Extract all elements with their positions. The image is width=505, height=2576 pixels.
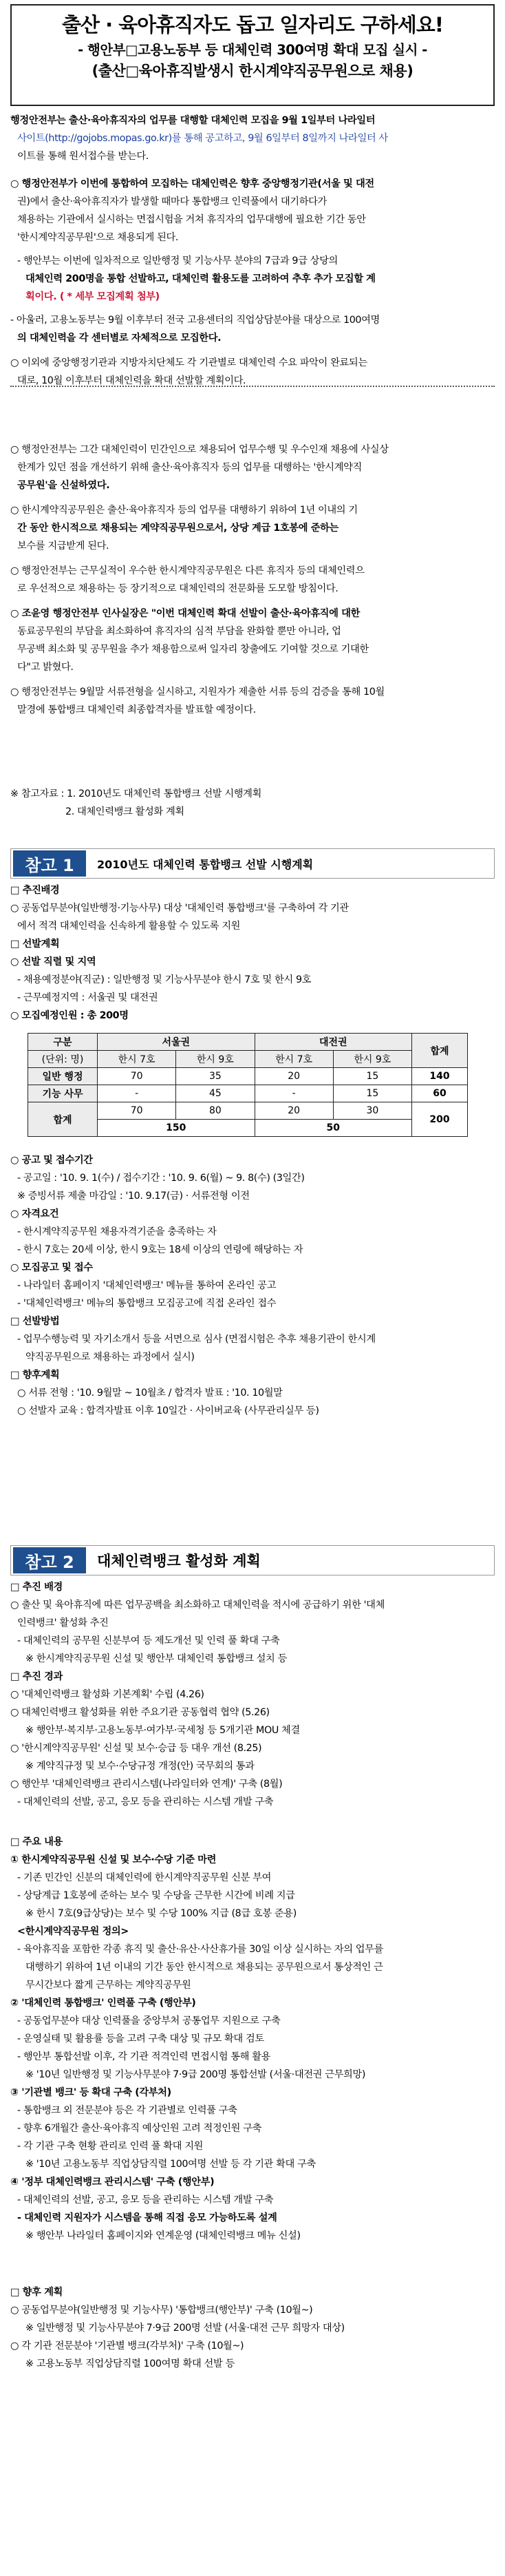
ref2-line: - 행안부 통합선발 이후, 각 기관 적격인력 면접시험 통해 활용 <box>17 2051 271 2062</box>
pool-cell: 60 <box>412 1085 468 1102</box>
ref2-line: ○ '한시계약직공무원' 신설 및 보수·승급 등 대우 개선 (8.25) <box>10 1743 262 1754</box>
ref2-line: ③ '기관별 뱅크' 등 확대 구축 (각부처) <box>10 2087 171 2098</box>
body-line: 공무원'을 신설하였다. <box>17 480 110 491</box>
ref1-line: ○ 선발자 교육 : 합격자발표 이후 10일간 · 사이버교육 (사무관리실무 등) <box>17 1405 319 1416</box>
reference-2-section-2 <box>10 1833 495 2245</box>
body-line: 다"고 밝혔다. <box>17 662 74 673</box>
pool-cell: 150 <box>98 1120 255 1137</box>
body-line: 로 우선적으로 채용하는 등 장기적으로 대체인력의 전문화를 도모할 방침이다. <box>17 583 339 594</box>
ref2-line: □ 추진 경과 <box>10 1671 63 1682</box>
ref2-line: ○ 공동업무분야(일반행정 및 기능사무) '통합뱅크(행안부)' 구축 (10월~) <box>10 2305 313 2316</box>
ref2-line: ※ 한시 7호(9급상당)는 보수 및 수당 100% 지급 (8급 호봉 준용) <box>25 1908 297 1919</box>
ref2-line: - 기존 민간인 신분의 대체인력에 한시계약직공무원 신분 부여 <box>17 1872 272 1883</box>
pool-cell: 30 <box>333 1102 411 1120</box>
pool-cell: 140 <box>412 1068 468 1085</box>
pool-cell: - <box>98 1085 176 1102</box>
pool-row-label: 일반 행정 <box>28 1068 98 1085</box>
reference-2-chip: 참고 2 <box>13 1547 86 1573</box>
intro-line: 대로, 10월 이후부터 대체인력을 확대 선발할 계획이다. <box>17 375 246 386</box>
reference-1-section <box>10 881 495 1025</box>
intro-line: 권)에서 출산·육아휴직자가 발생할 때마다 통합뱅크 인력풀에서 대기하다가 <box>17 196 327 207</box>
ref1-line: - 한시 7호는 20세 이상, 한시 9호는 18세 이상의 연령에 해당하는 자 <box>17 1244 303 1255</box>
reference-1-section-2 <box>10 1151 495 1420</box>
intro-section <box>10 112 495 390</box>
ref2-line: - 공동업무분야 대상 인력풀을 중앙부처 공통업무 지원으로 구축 <box>17 2015 281 2027</box>
pool-header-grade9: 한시 9호 <box>176 1051 255 1068</box>
intro-line: ○ 행정안전부가 이번에 통합하여 모집하는 대체인력은 향후 중앙행정기관(서울 및 대전 <box>10 178 374 189</box>
ref1-line: ○ 선발 직렬 및 지역 <box>10 956 96 967</box>
ref1-line: ○ 공동업무분야(일반행정·기능사무) 대상 '대체인력 통합뱅크'를 구축하여 각 기관 <box>10 903 349 914</box>
ref1-line: □ 추진배경 <box>10 885 60 896</box>
ref2-line: - 운영실태 및 활용률 등을 고려 구축 대상 및 규모 확대 검토 <box>17 2033 264 2044</box>
attachments-section <box>10 785 495 821</box>
reference-2-section-3 <box>10 2283 495 2373</box>
ref1-line: - 한시계약직공무원 채용자격기준을 충족하는 자 <box>17 1226 217 1237</box>
intro-line: 획이다. ( * 세부 모집계획 첨부) <box>25 291 160 302</box>
ref2-line: - 대체인력의 선발, 공고, 응모 등을 관리하는 시스템 개발 구축 <box>17 2195 274 2206</box>
pool-cell: 45 <box>176 1085 255 1102</box>
body-line: 동료공무원의 부담을 최소화하여 휴직자의 심적 부담을 완화할 뿐만 아니라, 업 <box>17 626 341 637</box>
reference-2-header <box>10 1545 495 1575</box>
ref2-line: ① 한시계약직공무원 신설 및 보수·수당 기준 마련 <box>10 1854 217 1865</box>
reference-2-title: 대체인력뱅크 활성화 계획 <box>97 1553 261 1569</box>
ref2-line: ※ 행안부 나라일터 홈페이지와 연계운영 (대체인력뱅크 메뉴 신설) <box>25 2230 301 2241</box>
ref1-line: - 나라일터 홈페이지 '대체인력뱅크' 메뉴를 통하여 온라인 공고 <box>17 1280 277 1291</box>
ref1-line: ○ 서류 전형 : '10. 9월말 ~ 10월초 / 합격자 발표 : '10. 10월말 <box>17 1388 283 1399</box>
ref1-line: ○ 자격요건 <box>10 1208 59 1219</box>
ref1-line: ※ 증빙서류 제출 마감일 : '10. 9.17(금) · 서류전형 이전 <box>17 1191 250 1202</box>
ref2-line: - 각 기관 구축 현황 관리로 인력 풀 확대 지원 <box>17 2141 204 2152</box>
pool-cell: 70 <box>98 1068 176 1085</box>
section-divider <box>10 386 495 387</box>
intro-line: 이트를 통해 원서접수를 받는다. <box>17 151 149 162</box>
ref2-line: ※ 계약직규정 및 보수·수당규정 개정(안) 국무회의 통과 <box>25 1761 255 1772</box>
ref1-line: - 채용예정분야(직군) : 일반행정 및 기능사무분야 한시 7호 및 한시 9호 <box>17 974 312 985</box>
intro-line: 대체인력 200명을 통합 선발하고, 대체인력 활용도를 고려하여 추후 추가 모집할 계 <box>25 273 376 284</box>
pool-header-unit: (단위: 명) <box>28 1051 98 1068</box>
pool-header-grade9: 한시 9호 <box>333 1051 411 1068</box>
ref2-line: ② '대체인력 통합뱅크' 인력풀 구축 (행안부) <box>10 1998 196 2009</box>
ref1-line: □ 향후계획 <box>10 1370 60 1381</box>
reference-1-chip: 참고 1 <box>13 850 86 877</box>
ref1-line: - '대체인력뱅크' 메뉴의 통합뱅크 모집공고에 직접 온라인 접수 <box>17 1298 277 1309</box>
intro-line: '한시계약직공무원'으로 채용되게 된다. <box>17 232 179 243</box>
ref2-line: ※ 행안부·복지부·고용노동부·여가부·국세청 등 5개기관 MOU 체결 <box>25 1725 300 1736</box>
body-line: ○ 한시계약직공무원은 출산·육아휴직자 등의 업무를 대행하기 위하여 1년 이내의 기 <box>10 505 358 516</box>
ref2-line: - 대체인력의 선발, 공고, 응모 등을 관리하는 시스템 개발 구축 <box>17 1797 274 1808</box>
ref2-line: ※ 한시계약직공무원 신설 및 행안부 대체인력 통합뱅크 설치 등 <box>25 1653 288 1664</box>
ref1-line: - 업무수행능력 및 자기소개서 등을 서면으로 심사 (면접시험은 추후 채용기관이 한시계 <box>17 1334 376 1345</box>
body-line: ○ 행정안전부는 9월말 서류전형을 실시하고, 지원자가 제출한 서류 등의 검증을 통해 10월 <box>10 687 385 698</box>
pool-cell: 50 <box>255 1120 412 1137</box>
body-line: ○ 조윤영 행정안전부 인사실장은 "이번 대체인력 확대 선발이 출산·육아휴직에 대한 <box>10 608 360 619</box>
ref2-line: 대행하기 위하여 1년 이내의 기간 동안 한시적으로 채용되는 공무원으로서 통상적인 근 <box>25 1962 383 1973</box>
pool-header-group: 구분 <box>28 1034 98 1051</box>
pool-cell: 80 <box>176 1102 255 1120</box>
headline-title: 출산 · 육아휴직자도 돕고 일자리도 구하세요! <box>62 13 443 36</box>
body-line: 보수를 지급받게 된다. <box>17 541 109 552</box>
ref2-line: ○ 대체인력뱅크 활성화를 위한 주요기관 공동협력 협약 (5.26) <box>10 1707 270 1718</box>
pool-header-seoul: 서울권 <box>98 1034 255 1051</box>
pool-cell: 70 <box>98 1102 176 1120</box>
intro-line: - 행안부는 이번에 일차적으로 일반행정 및 기능사무 분야의 7급과 9급 상당의 <box>17 255 338 266</box>
pool-header-daejeon: 대전권 <box>255 1034 412 1051</box>
pool-header-grade7: 한시 7호 <box>255 1051 333 1068</box>
ref2-line: - 향후 6개월간 출산·육아휴직 예상인원 고려 적정인원 구축 <box>17 2123 262 2134</box>
ref2-line: □ 추진 배경 <box>10 1582 63 1593</box>
ref2-line: ※ 고용노동부 직업상담직렬 100여명 확대 선발 등 <box>25 2358 235 2369</box>
reference-1-header <box>10 848 495 879</box>
ref2-line: <한시계약직공무원 정의> <box>17 1926 129 1937</box>
body-section <box>10 441 495 719</box>
body-line: 간 동안 한시적으로 채용되는 계약직공무원으로서, 상당 계급 1호봉에 준하는 <box>17 523 339 534</box>
ref1-line: - 공고일 : '10. 9. 1(수) / 접수기간 : '10. 9. 6(월) ~ 9. 8(수) (3일간) <box>17 1173 305 1184</box>
headline-subtitle-2: (출산□육아휴직발생시 한시계약직공무원으로 채용) <box>92 63 413 79</box>
ref2-line: - 상당계급 1호봉에 준하는 보수 및 수당을 근무한 시간에 비례 지급 <box>17 1890 295 1901</box>
pool-cell: 20 <box>255 1068 333 1085</box>
ref1-line: - 근무예정지역 : 서울권 및 대전권 <box>17 992 158 1003</box>
ref2-line: ※ '10년 고용노동부 직업상담직렬 100여명 선발 등 각 기관 확대 구축 <box>25 2159 316 2170</box>
ref1-line: 에서 적격 대체인력을 신속하게 활용할 수 있도록 지원 <box>17 921 241 932</box>
pool-table <box>28 1033 468 1137</box>
ref1-line: ○ 모집공고 및 접수 <box>10 1262 93 1273</box>
ref2-line: 인력뱅크' 활성화 추진 <box>17 1617 109 1629</box>
pool-cell: - <box>255 1085 333 1102</box>
pool-cell: 35 <box>176 1068 255 1085</box>
ref2-line: 무시간보다 짧게 근무하는 계약직공무원 <box>25 1980 191 1991</box>
body-line: ○ 행정안전부는 근무실적이 우수한 한시계약직공무원은 다른 휴직자 등의 대체인력으 <box>10 565 365 576</box>
ref2-line: ○ 출산 및 육아휴직에 따른 업무공백을 최소화하고 대체인력을 적시에 공급하기 위한 '대체 <box>10 1600 385 1611</box>
ref2-line: ④ '정부 대체인력뱅크 관리시스템' 구축 (행안부) <box>10 2177 215 2188</box>
intro-line: 채용하는 기관에서 실시하는 면접시험을 거쳐 휴직자의 업무대행에 필요한 기간 동안 <box>17 214 366 225</box>
body-line: ○ 행정안전부는 그간 대체인력이 민간인으로 채용되어 업무수행 및 우수인재 채용에 사실상 <box>10 444 389 455</box>
intro-link-line[interactable]: 사이트(http://gojobs.mopas.go.kr)를 통해 공고하고, 9월 6일부터 8일까지 나라일터 사 <box>17 133 388 144</box>
pool-row-label: 기능 사무 <box>28 1085 98 1102</box>
attachment-label: ※ 참고자료 : 1. 2010년도 대체인력 통합뱅크 선발 시행계획 <box>10 788 261 799</box>
pool-table-wrap <box>28 1033 468 1137</box>
ref1-line: ○ 공고 및 접수기간 <box>10 1155 93 1166</box>
intro-line: 행정안전부는 출산·육아휴직자의 업무를 대행할 대체인력 모집을 9월 1일부터 나라일터 <box>10 115 376 126</box>
ref2-line: □ 주요 내용 <box>10 1836 63 1847</box>
body-line: 한계가 있던 점을 개선하기 위해 출산·육아휴직자 등의 업무를 대행하는 '한시계약직 <box>17 462 362 473</box>
reference-1-title: 2010년도 대체인력 통합뱅크 선발 시행계획 <box>97 857 314 871</box>
ref1-line: □ 선발계획 <box>10 939 60 950</box>
intro-line: ○ 이외에 중앙행정기관과 지방자치단체도 각 기관별로 대체인력 수요 파악이 완료되는 <box>10 357 367 368</box>
ref2-line: - 대체인력의 공무원 신분부여 등 제도개선 및 인력 풀 확대 구축 <box>17 1635 280 1646</box>
ref2-line: - 육아휴직을 포함한 각종 휴직 및 출산·유산·사산휴가를 30일 이상 실시하는 자의 업무를 <box>17 1944 383 1955</box>
pool-cell: 15 <box>333 1068 411 1085</box>
ref2-line: ※ '10년 일반행정 및 기능사무분야 7·9급 200명 통합선발 (서울·대전권 근무희망) <box>25 2069 366 2080</box>
ref2-line: ○ 각 기관 전문분야 '기관별 뱅크(각부처)' 구축 (10월~) <box>10 2341 244 2352</box>
ref2-line: ※ 일반행정 및 기능사무분야 7·9급 200명 선발 (서울·대전 근무 희망자 대상) <box>25 2323 345 2334</box>
pool-cell-grand-total: 200 <box>412 1102 468 1137</box>
ref1-line: □ 선발방법 <box>10 1316 60 1327</box>
headline-subtitle-1: - 행안부□고용노동부 등 대체인력 300여명 확대 모집 실시 - <box>78 42 427 58</box>
ref2-line: - 통합뱅크 외 전문분야 등은 각 기관별로 인력풀 구축 <box>17 2105 237 2116</box>
pool-cell: 20 <box>255 1102 333 1120</box>
pool-header-grade7: 한시 7호 <box>98 1051 176 1068</box>
pool-cell: 15 <box>333 1085 411 1102</box>
ref2-line: □ 향후 계획 <box>10 2287 63 2298</box>
intro-line: 의 대체인력을 각 센터별로 자체적으로 모집한다. <box>17 333 222 344</box>
ref2-line: ○ 행안부 '대체인력뱅크 관리시스템(나라일터와 연계)' 구축 (8월) <box>10 1779 283 1790</box>
body-line: 말경에 통합뱅크 대체인력 최종합격자를 발표할 예정이다. <box>17 704 256 715</box>
pool-header-total: 합계 <box>412 1034 468 1068</box>
headline-box <box>10 4 495 106</box>
ref1-line: 약직공무원으로 채용하는 과정에서 실시) <box>25 1352 195 1363</box>
ref2-line: ○ '대체인력뱅크 활성화 기본계획' 수립 (4.26) <box>10 1689 204 1700</box>
ref2-line: - 대체인력 지원자가 시스템을 통해 직접 응모 가능하도록 설계 <box>17 2212 277 2223</box>
attachment-item: 2. 대체인력뱅크 활성화 계획 <box>65 806 184 817</box>
body-line: 무공백 최소화 및 공무원을 추가 채용함으로써 일자리 창출에도 기여할 것으로 기대한 <box>17 644 369 655</box>
pool-row-label: 합계 <box>28 1102 98 1137</box>
intro-line: - 아울러, 고용노동부는 9월 이후부터 전국 고용센터의 직업상담분야를 대상으로 100여명 <box>10 315 380 326</box>
ref1-line: ○ 모집예정인원 : 총 200명 <box>10 1010 129 1021</box>
reference-2-section <box>10 1578 495 1811</box>
